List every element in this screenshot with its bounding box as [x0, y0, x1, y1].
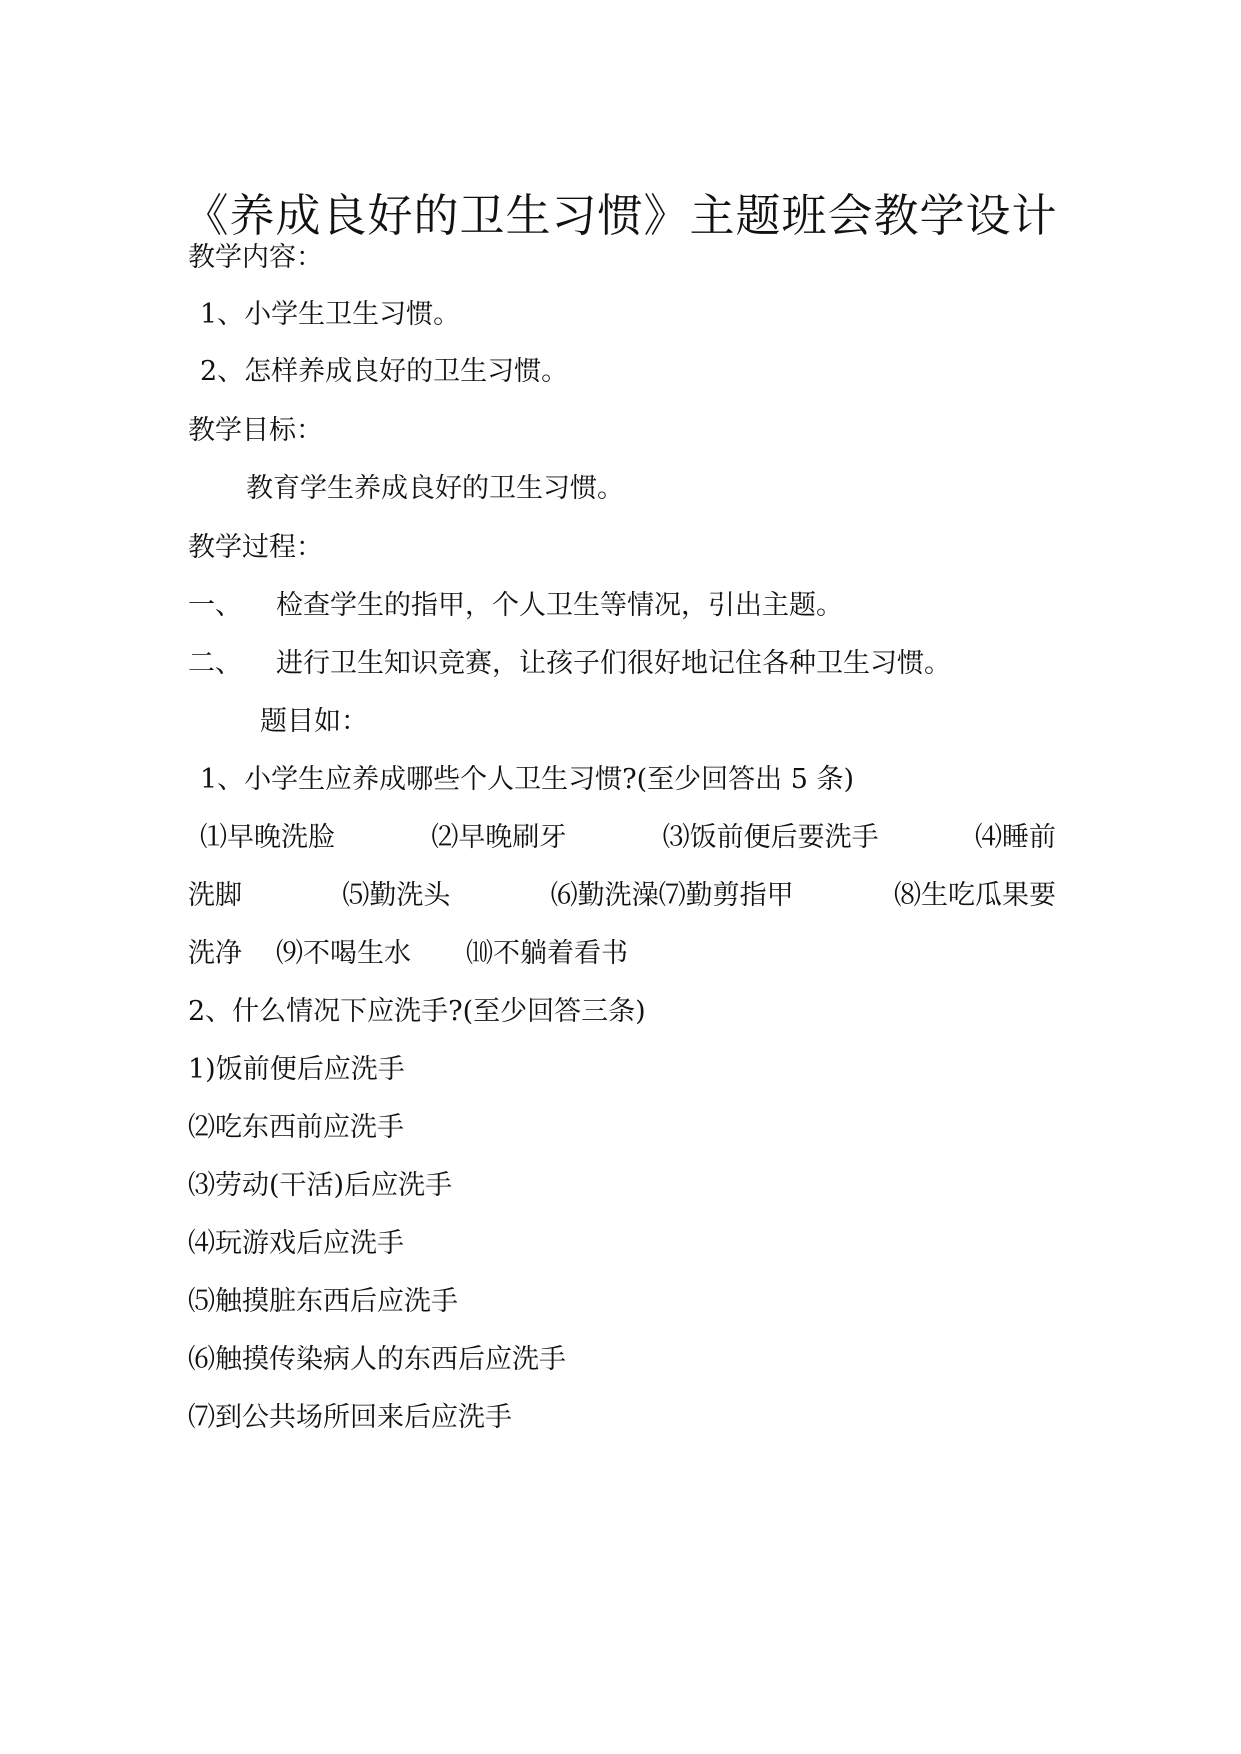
answer-2-item: ⑸触摸脏东西后应洗手 [188, 1286, 458, 1317]
answer-2-item: ⑵吃东西前应洗手 [188, 1112, 404, 1143]
content-item: 2、怎样养成良好的卫生习惯。 [200, 356, 569, 387]
content-heading: 教学内容： [188, 242, 323, 273]
process-step-text: 检查学生的指甲，个人卫生等情况，引出主题。 [276, 590, 843, 621]
question-2: 2、什么情况下应洗手?(至少回答三条) [188, 996, 646, 1027]
process-step-text: 进行卫生知识竞赛，让孩子们很好地记住各种卫生习惯。 [276, 648, 951, 679]
answer-line [200, 818, 1056, 858]
answer-item: ⑻生吃瓜果要 [893, 880, 1056, 911]
answer-item: ⑹勤洗澡⑺勤剪指甲 [550, 880, 794, 911]
answer-2-item: ⑹触摸传染病人的东西后应洗手 [188, 1344, 566, 1375]
answer-item: ⑼不喝生水 [276, 938, 411, 969]
process-heading: 教学过程： [188, 532, 323, 563]
answer-item: 洗脚 [188, 880, 242, 911]
answer-2-item: ⑺到公共场所回来后应洗手 [188, 1402, 512, 1433]
answer-item: ⑷睡前 [974, 822, 1056, 853]
answer-2-item: ⑶劳动(干活)后应洗手 [188, 1170, 453, 1201]
document-title: 《养成良好的卫生习惯》主题班会教学设计 [183, 189, 1058, 242]
goal-text: 教育学生养成良好的卫生习惯。 [246, 473, 624, 504]
process-step-number: 二、 [188, 648, 242, 679]
answer-item: ⑶饭前便后要洗手 [662, 822, 879, 853]
goal-heading: 教学目标： [188, 415, 323, 446]
answer-line [188, 876, 1056, 916]
answer-item: 洗净 [188, 938, 242, 969]
answer-item: ⑽不躺着看书 [466, 938, 628, 969]
process-step-number: 一、 [188, 590, 242, 621]
answer-item: ⑸勤洗头 [342, 880, 451, 911]
answer-2-item: ⑷玩游戏后应洗手 [188, 1228, 404, 1259]
answer-line [188, 934, 628, 974]
answer-item: ⑵早晚刷牙 [431, 822, 567, 853]
question-1: 1、小学生应养成哪些个人卫生习惯?(至少回答出 5 条) [200, 764, 855, 795]
answer-item: ⑴早晚洗脸 [200, 822, 335, 853]
process-step [188, 586, 843, 626]
questions-intro: 题目如： [260, 706, 368, 737]
answer-2-item: 1)饭前便后应洗手 [188, 1054, 405, 1085]
content-item: 1、小学生卫生习惯。 [200, 299, 461, 330]
process-step [188, 644, 951, 684]
